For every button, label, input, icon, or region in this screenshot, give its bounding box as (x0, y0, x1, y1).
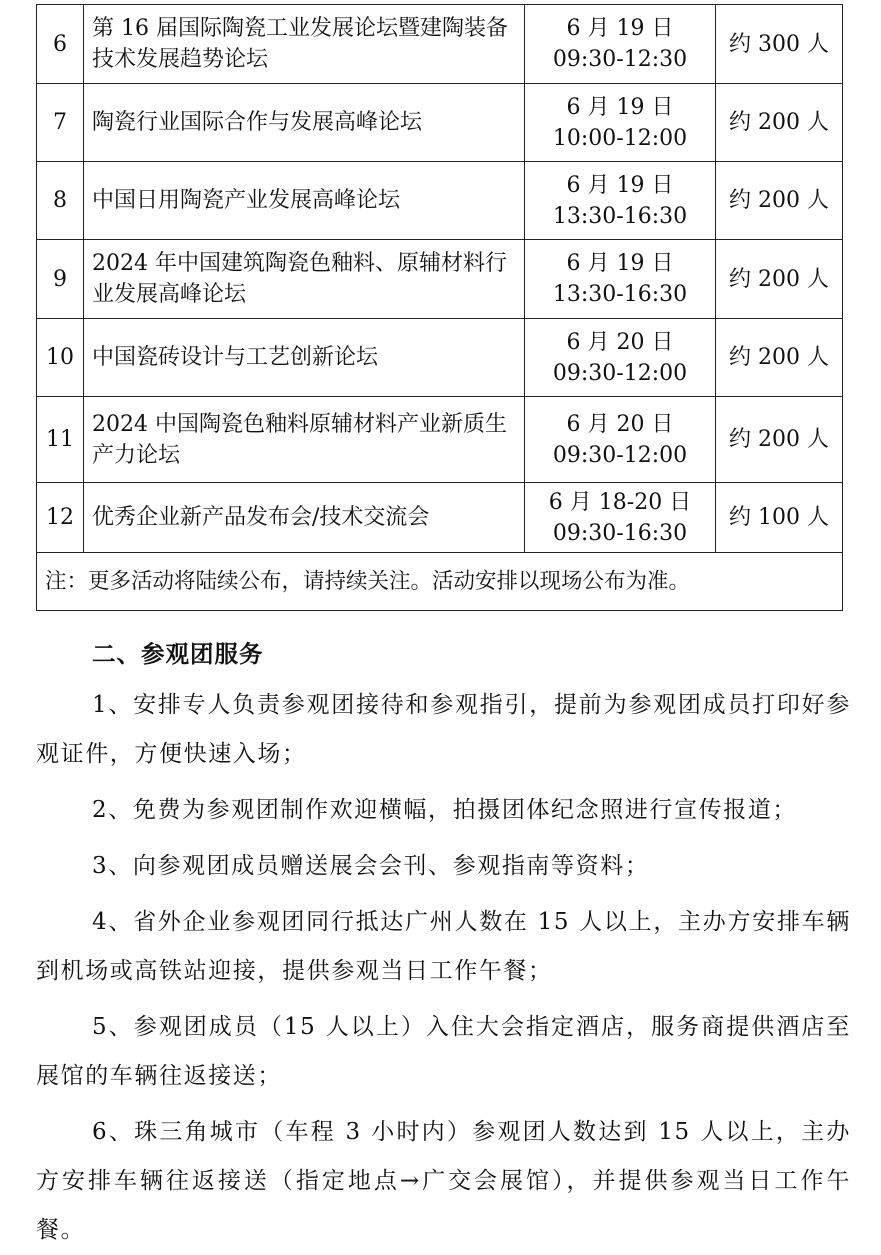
tour-group-services-section (36, 634, 851, 1255)
event-date: 6 月 19 日 (566, 94, 674, 120)
event-name: 中国瓷砖设计与工艺创新论坛 (84, 319, 525, 397)
event-name: 中国日用陶瓷产业发展高峰论坛 (84, 162, 525, 240)
event-time-cell (525, 319, 716, 397)
row-number: 7 (37, 84, 84, 162)
event-scale: 约 200 人 (716, 162, 843, 240)
event-name: 优秀企业新产品发布会/技术交流会 (84, 483, 525, 553)
table-row (37, 240, 843, 319)
event-time: 09:30-12:30 (552, 47, 688, 72)
forum-schedule-table (36, 4, 843, 611)
event-scale: 约 200 人 (716, 240, 843, 319)
event-time: 13:30-16:30 (552, 203, 688, 229)
event-time: 10:00-12:00 (552, 125, 688, 151)
event-name: 陶瓷行业国际合作与发展高峰论坛 (84, 84, 525, 162)
table-row (37, 5, 843, 84)
event-name: 第 16 届国际陶瓷工业发展论坛暨建陶装备技术发展趋势论坛 (84, 5, 525, 84)
event-time-cell (525, 162, 716, 240)
service-item: 1、安排专人负责参观团接待和参观指引，提前为参观团成员打印好参观证件，方便快速入场； (36, 692, 851, 767)
event-scale: 约 200 人 (716, 319, 843, 397)
event-date: 6 月 18-20 日 (548, 489, 692, 515)
event-name: 2024 中国陶瓷色釉料原辅材料产业新质生产力论坛 (84, 397, 525, 483)
event-date: 6 月 20 日 (566, 411, 674, 437)
service-item: 4、省外企业参观团同行抵达广州人数在 15 人以上，主办方安排车辆到机场或高铁站迎接，提供参观当日工作午餐； (36, 909, 851, 984)
service-item: 2、免费为参观团制作欢迎横幅，拍摄团体纪念照进行宣传报道； (92, 797, 798, 823)
service-item: 5、参观团成员（15 人以上）入住大会指定酒店，服务商提供酒店至展馆的车辆往返接送； (36, 1014, 851, 1089)
event-scale: 约 200 人 (716, 397, 843, 483)
event-time-cell (525, 5, 716, 84)
row-number: 9 (37, 240, 84, 319)
event-scale: 约 100 人 (716, 483, 843, 553)
section-heading: 二、参观团服务 (92, 640, 264, 668)
event-time-cell (525, 240, 716, 319)
event-time: 13:30-16:30 (552, 282, 688, 307)
event-date: 6 月 19 日 (566, 251, 674, 276)
event-time-cell (525, 483, 716, 553)
event-date: 6 月 19 日 (566, 172, 674, 198)
event-date: 6 月 19 日 (566, 16, 674, 41)
event-time: 09:30-12:00 (552, 442, 688, 468)
table-note-row (37, 553, 843, 611)
row-number: 12 (37, 483, 84, 553)
event-scale: 约 200 人 (716, 84, 843, 162)
table-row (37, 84, 843, 162)
event-time: 09:30-12:00 (552, 360, 688, 386)
row-number: 6 (37, 5, 84, 84)
event-time-cell (525, 84, 716, 162)
event-name: 2024 年中国建筑陶瓷色釉料、原辅材料行业发展高峰论坛 (84, 240, 525, 319)
service-item: 6、珠三角城市（车程 3 小时内）参观团人数达到 15 人以上，主办方安排车辆往返接送（指定地点→广交会展馆），并提供参观当日工作午餐。 (36, 1119, 851, 1243)
row-number: 10 (37, 319, 84, 397)
row-number: 8 (37, 162, 84, 240)
event-time-cell (525, 397, 716, 483)
event-time: 09:30-16:30 (552, 520, 688, 546)
service-item: 3、向参观团成员赠送展会会刊、参观指南等资料； (92, 853, 650, 879)
table-row (37, 162, 843, 240)
table-note: 注：更多活动将陆续公布，请持续关注。活动安排以现场公布为准。 (37, 553, 843, 611)
table-row (37, 483, 843, 553)
table-row (37, 397, 843, 483)
event-scale: 约 300 人 (716, 5, 843, 84)
event-date: 6 月 20 日 (566, 329, 674, 355)
table-row (37, 319, 843, 397)
row-number: 11 (37, 397, 84, 483)
